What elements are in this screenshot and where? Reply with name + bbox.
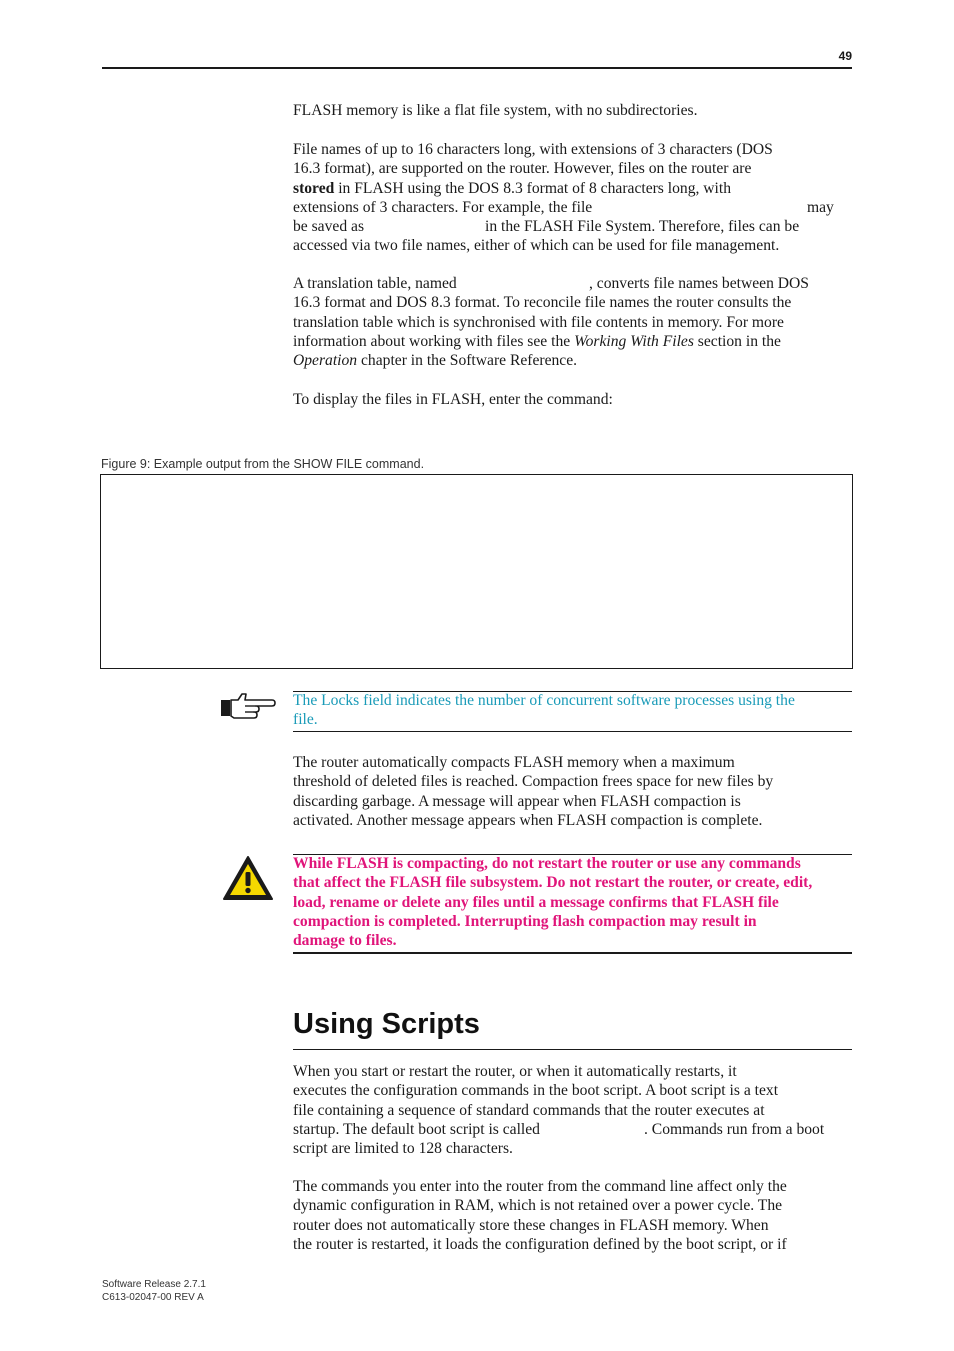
text-run: in the FLASH File System. Therefore, files can be <box>485 218 800 236</box>
figure-output-box <box>100 474 853 669</box>
paragraph-line: executes the configuration commands in the boot script. A boot script is a text <box>293 1082 779 1100</box>
warning-line: that affect the FLASH file subsystem. Do not restart the router, or create, edit, <box>293 874 813 892</box>
text-run: information about working with files see the <box>293 332 575 350</box>
text-run: . Commands run from a boot <box>644 1120 825 1138</box>
paragraph-line: router does not automatically store these changes in FLASH memory. When <box>293 1216 769 1234</box>
section-rule <box>293 1049 852 1050</box>
paragraph-line <box>293 351 853 370</box>
paragraph-line: script are limited to 128 characters. <box>293 1140 513 1158</box>
paragraph-compaction <box>293 753 853 830</box>
paragraph-line: discarding garbage. A message will appear when FLASH compaction is <box>293 792 741 810</box>
text-run: may <box>807 198 834 216</box>
text-run: A translation table, named <box>293 275 457 292</box>
page-number: 49 <box>838 49 852 63</box>
paragraph-boot-script <box>293 1062 853 1158</box>
footer-doc-code: C613-02047-00 REV A <box>102 1291 204 1303</box>
pointing-hand-icon <box>220 686 276 720</box>
paragraph-line <box>293 198 853 217</box>
warning-line: compaction is completed. Interrupting flash compaction may result in <box>293 912 757 930</box>
paragraph-line <box>293 217 853 236</box>
paragraph-line: activated. Another message appears when FLASH compaction is complete. <box>293 811 763 829</box>
paragraph-line: File names of up to 16 characters long, with extensions of 3 characters (DOS <box>293 141 773 158</box>
paragraph-line: translation table which is synchronised with file contents in memory. For more <box>293 313 784 331</box>
paragraph-translation-table <box>293 274 853 370</box>
paragraph-display-files <box>293 390 853 409</box>
paragraph-dynamic-config <box>293 1177 853 1254</box>
paragraph-line <box>293 332 853 351</box>
note-line: file. <box>293 711 318 729</box>
text-run: startup. The default boot script is called <box>293 1120 540 1138</box>
note-line: The Locks field indicates the number of concurrent software processes using the <box>293 692 795 709</box>
figure-caption: Figure 9: Example output from the SHOW FILE command. <box>101 457 425 471</box>
paragraph-line: When you start or restart the router, or when it automatically restarts, it <box>293 1063 737 1080</box>
paragraph-line: 16.3 format), are supported on the router. However, files on the router are <box>293 160 752 178</box>
warning-line: load, rename or delete any files until a message confirms that FLASH file <box>293 893 779 911</box>
paragraph-line: The router automatically compacts FLASH memory when a maximum <box>293 754 735 771</box>
paragraph-line: To display the files in FLASH, enter the command: <box>293 391 613 408</box>
footer-release: Software Release 2.7.1 <box>102 1279 206 1290</box>
paragraph-file-names <box>293 140 853 256</box>
paragraph-line: threshold of deleted files is reached. Compaction frees space for new files by <box>293 773 774 791</box>
paragraph-line <box>293 274 853 293</box>
paragraph-line <box>293 179 853 198</box>
note-text <box>293 691 853 730</box>
text-run: extensions of 3 characters. For example, the file <box>293 198 593 216</box>
paragraph-line <box>293 1120 853 1139</box>
warning-rule-bottom <box>293 952 852 954</box>
paragraph-line: 16.3 format and DOS 8.3 format. To reconcile file names the router consults the <box>293 294 792 312</box>
text-run: in FLASH using the DOS 8.3 format of 8 characters long, with <box>334 179 732 197</box>
warning-line: While FLASH is compacting, do not restart the router or use any commands <box>293 855 801 872</box>
italic-term: Working With Files <box>574 332 694 350</box>
note-rule-bottom <box>293 731 852 732</box>
section-heading: Using Scripts <box>293 1008 480 1040</box>
paragraph-line: FLASH memory is like a flat file system, with no subdirectories. <box>293 102 698 119</box>
warning-line: damage to files. <box>293 932 397 950</box>
warning-triangle-icon <box>222 854 274 902</box>
text-run: chapter in the Software Reference. <box>357 352 578 370</box>
text-run: , converts file names between DOS <box>589 275 809 292</box>
paragraph-line: the router is restarted, it loads the configuration defined by the boot script, or if <box>293 1235 787 1253</box>
paragraph-flash-memory <box>293 101 853 120</box>
bold-term: stored <box>293 179 335 197</box>
text-run: be saved as <box>293 218 365 236</box>
header-rule <box>102 67 852 69</box>
footer <box>102 1279 206 1304</box>
paragraph-line: accessed via two file names, either of which can be used for file management. <box>293 237 780 255</box>
paragraph-line: dynamic configuration in RAM, which is not retained over a power cycle. The <box>293 1197 783 1215</box>
paragraph-line: The commands you enter into the router from the command line affect only the <box>293 1178 787 1195</box>
italic-term: Operation <box>293 352 358 370</box>
paragraph-line: file containing a sequence of standard commands that the router executes at <box>293 1101 765 1119</box>
warning-text <box>293 854 855 950</box>
text-run: section in the <box>693 332 781 350</box>
